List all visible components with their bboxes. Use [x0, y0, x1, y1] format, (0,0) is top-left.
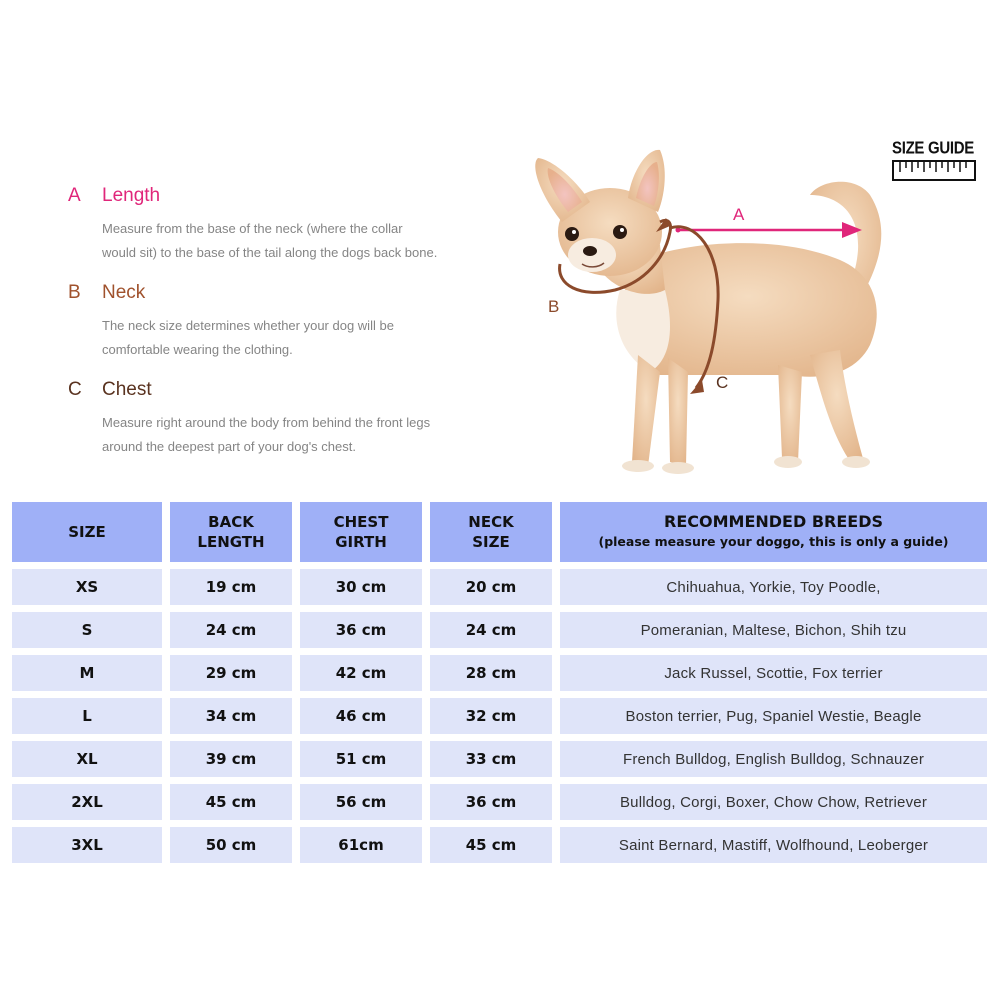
- dog-measurement-diagram: [520, 140, 900, 485]
- breeds-cell: Pomeranian, Maltese, Bichon, Shih tzu: [560, 612, 987, 648]
- neck-size-cell: 33 cm: [430, 741, 552, 777]
- legend-item-neck: [68, 282, 528, 362]
- legend-desc-line: Measure from the base of the neck (where the collar: [102, 221, 403, 236]
- legend-title: Neck: [102, 282, 146, 303]
- back-length-cell: 34 cm: [170, 698, 292, 734]
- size-cell: XL: [12, 741, 162, 777]
- breeds-cell: Boston terrier, Pug, Spaniel Westie, Beagle: [560, 698, 987, 734]
- chest-girth-cell: 42 cm: [300, 655, 422, 691]
- breeds-cell: Bulldog, Corgi, Boxer, Chow Chow, Retriever: [560, 784, 987, 820]
- legend-item-chest: [68, 379, 528, 459]
- legend-title: Length: [102, 185, 161, 206]
- header-neck-size: NECK SIZE: [430, 502, 552, 562]
- legend-title: Chest: [102, 379, 152, 400]
- legend-desc-line: Measure right around the body from behind the front legs: [102, 415, 431, 430]
- breeds-cell: Saint Bernard, Mastiff, Wolfhound, Leoberger: [560, 827, 987, 863]
- neck-size-cell: 20 cm: [430, 569, 552, 605]
- dog-eye: [565, 227, 579, 241]
- table-row: [12, 655, 987, 691]
- breeds-cell: French Bulldog, English Bulldog, Schnauzer: [560, 741, 987, 777]
- table-row: [12, 784, 987, 820]
- back-length-cell: 29 cm: [170, 655, 292, 691]
- header-size: SIZE: [12, 502, 162, 562]
- back-length-cell: 50 cm: [170, 827, 292, 863]
- chest-girth-cell: 36 cm: [300, 612, 422, 648]
- chest-girth-cell: 46 cm: [300, 698, 422, 734]
- legend-desc-line: would sit) to the base of the tail along the dogs back bone.: [102, 245, 438, 260]
- legend-desc-line: around the deepest part of your dog's chest.: [102, 439, 356, 454]
- chest-girth-cell: 30 cm: [300, 569, 422, 605]
- header-back-length: BACK LENGTH: [170, 502, 292, 562]
- back-length-cell: 45 cm: [170, 784, 292, 820]
- size-guide-badge: [892, 140, 980, 182]
- chest-girth-cell: 61cm: [300, 827, 422, 863]
- label-b: B: [548, 297, 560, 316]
- back-length-cell: 24 cm: [170, 612, 292, 648]
- breeds-cell: Chihuahua, Yorkie, Toy Poodle,: [560, 569, 987, 605]
- legend-description: [102, 314, 542, 362]
- legend-letter: B: [68, 282, 81, 303]
- table-header-row: [12, 502, 987, 562]
- table-row: [12, 569, 987, 605]
- header-recommended-breeds: RECOMMENDED BREEDS (please measure your doggo, this is only a guide): [560, 502, 987, 562]
- table-row: [12, 827, 987, 863]
- breeds-cell: Jack Russel, Scottie, Fox terrier: [560, 655, 987, 691]
- legend-desc-line: The neck size determines whether your dog will be: [102, 318, 394, 333]
- legend-letter: A: [68, 185, 81, 206]
- dog-leg: [810, 350, 864, 462]
- table-row: [12, 612, 987, 648]
- table-row: [12, 741, 987, 777]
- neck-size-cell: 36 cm: [430, 784, 552, 820]
- dog-eye: [613, 225, 627, 239]
- legend-desc-line: comfortable wearing the clothing.: [102, 342, 293, 357]
- size-cell: 2XL: [12, 784, 162, 820]
- header-chest-girth: CHEST GIRTH: [300, 502, 422, 562]
- back-length-cell: 39 cm: [170, 741, 292, 777]
- dog-nose: [583, 246, 597, 256]
- size-cell: M: [12, 655, 162, 691]
- neck-size-cell: 24 cm: [430, 612, 552, 648]
- dog-leg: [632, 355, 660, 466]
- neck-size-cell: 32 cm: [430, 698, 552, 734]
- neck-size-cell: 45 cm: [430, 827, 552, 863]
- legend-letter: C: [68, 379, 82, 400]
- label-c: C: [716, 373, 729, 392]
- back-length-cell: 19 cm: [170, 569, 292, 605]
- size-guide-label: SIZE GUIDE: [892, 138, 975, 159]
- dog-leg: [778, 365, 802, 462]
- size-cell: 3XL: [12, 827, 162, 863]
- size-cell: S: [12, 612, 162, 648]
- table-row: [12, 698, 987, 734]
- legend-description: [102, 411, 542, 459]
- size-cell: XS: [12, 569, 162, 605]
- size-cell: L: [12, 698, 162, 734]
- chest-girth-cell: 56 cm: [300, 784, 422, 820]
- dog-leg: [668, 358, 688, 466]
- chest-girth-cell: 51 cm: [300, 741, 422, 777]
- legend-item-length: [68, 185, 528, 265]
- ruler-icon: [892, 160, 976, 182]
- dog-illustration: [520, 140, 900, 485]
- length-arrow: [676, 222, 863, 238]
- neck-size-cell: 28 cm: [430, 655, 552, 691]
- legend-description: [102, 217, 542, 265]
- label-a: A: [733, 205, 745, 224]
